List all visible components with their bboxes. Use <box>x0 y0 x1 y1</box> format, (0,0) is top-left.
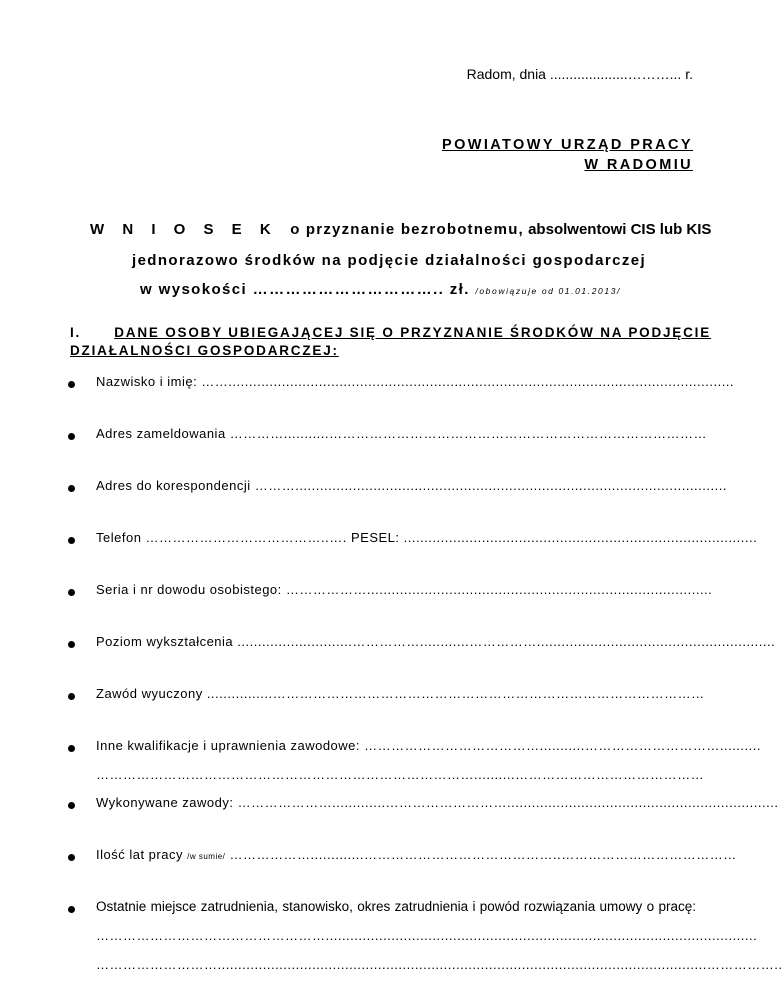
years-of-work-field[interactable] <box>96 847 737 862</box>
office-name-line1: POWIATOWY URZĄD PRACY <box>442 137 693 153</box>
profession-field[interactable]: Zawód wyuczony ................…………………………………………………………………………………… <box>96 686 705 701</box>
years-of-work-dots: ……………….............……………………………………..………………………………… <box>229 847 737 862</box>
section-heading-line2 <box>70 343 339 358</box>
bullet <box>68 537 75 544</box>
phone-pesel-field[interactable]: Telefon …………………………………..…. PESEL: ...................................................................................... <box>96 530 758 545</box>
section-number: I. <box>70 325 82 340</box>
bullet <box>68 641 75 648</box>
section-heading-line1 <box>70 325 711 340</box>
id-card-field[interactable]: Seria i nr dowodu osobistego: ……………….................................................................................... <box>96 582 713 597</box>
last-job-label: Ostatnie miejsce zatrudnienia, stanowisko, okres zatrudnienia i powód rozwiązania umowy o pracę: <box>96 899 696 914</box>
document-title-line2: jednorazowo środków na podjęcie działalności gospodarczej <box>132 252 647 269</box>
title-word: W N I O S E K <box>90 221 278 238</box>
bullet <box>68 906 75 913</box>
last-job-continuation1[interactable]: ……………………………………………......................................................................................................... <box>96 928 758 943</box>
qualifications-continuation[interactable]: …………………………………………………………………………..........…………………………………… <box>96 767 705 782</box>
years-of-work-note: /w sumie/ <box>187 852 226 861</box>
last-job-continuation2[interactable]: ……………………….......................................................................................................................…………….. <box>96 957 783 972</box>
bullet <box>68 745 75 752</box>
qualifications-field[interactable]: Inne kwalifikacje i uprawnienia zawodowe: …………………………………...........………………………….......... <box>96 738 761 753</box>
bullet <box>68 589 75 596</box>
years-of-work-label: Ilość lat pracy <box>96 847 183 862</box>
office-name-line2: W RADOMIU <box>584 157 693 173</box>
bullet <box>68 802 75 809</box>
title-line1-end: absolwentowi CIS lub KIS <box>528 221 712 238</box>
bullet <box>68 693 75 700</box>
address-field[interactable]: Adres zameldowania …………...........………………………………………………………………………… <box>96 426 708 441</box>
performed-professions-field[interactable]: Wykonywane zawody: ………………….............……………………….................................................................. <box>96 795 779 810</box>
city-date-line: Radom, dnia ....................………... r. <box>466 66 693 82</box>
section-title-line2: DZIAŁALNOŚCI GOSPODARCZEJ: <box>70 343 339 358</box>
section-title-line1: DANE OSOBY UBIEGAJĄCEJ SIĘ O PRZYZNANIE ŚRODKÓW NA PODJĘCIE <box>114 325 712 340</box>
bullet <box>68 433 75 440</box>
validity-note: /obowiązuje od 01.01.2013/ <box>475 286 621 296</box>
bullet <box>68 854 75 861</box>
title-line1-rest: o przyznanie bezrobotnemu, <box>290 221 524 238</box>
document-title-line3 <box>140 281 621 298</box>
amount-field[interactable]: w wysokości …………………………….. zł. <box>140 281 470 298</box>
document-title-line1 <box>90 221 711 238</box>
bullet <box>68 485 75 492</box>
bullet <box>68 381 75 388</box>
correspondence-address-field[interactable]: Adres do korespondencji ………......................................................................................................... <box>96 478 727 493</box>
name-field[interactable]: Nazwisko i imię: ……........................................................................................................................... <box>96 374 735 389</box>
education-field[interactable]: Poziom wykształcenia ............................……………............…………….......................................................... <box>96 634 776 649</box>
